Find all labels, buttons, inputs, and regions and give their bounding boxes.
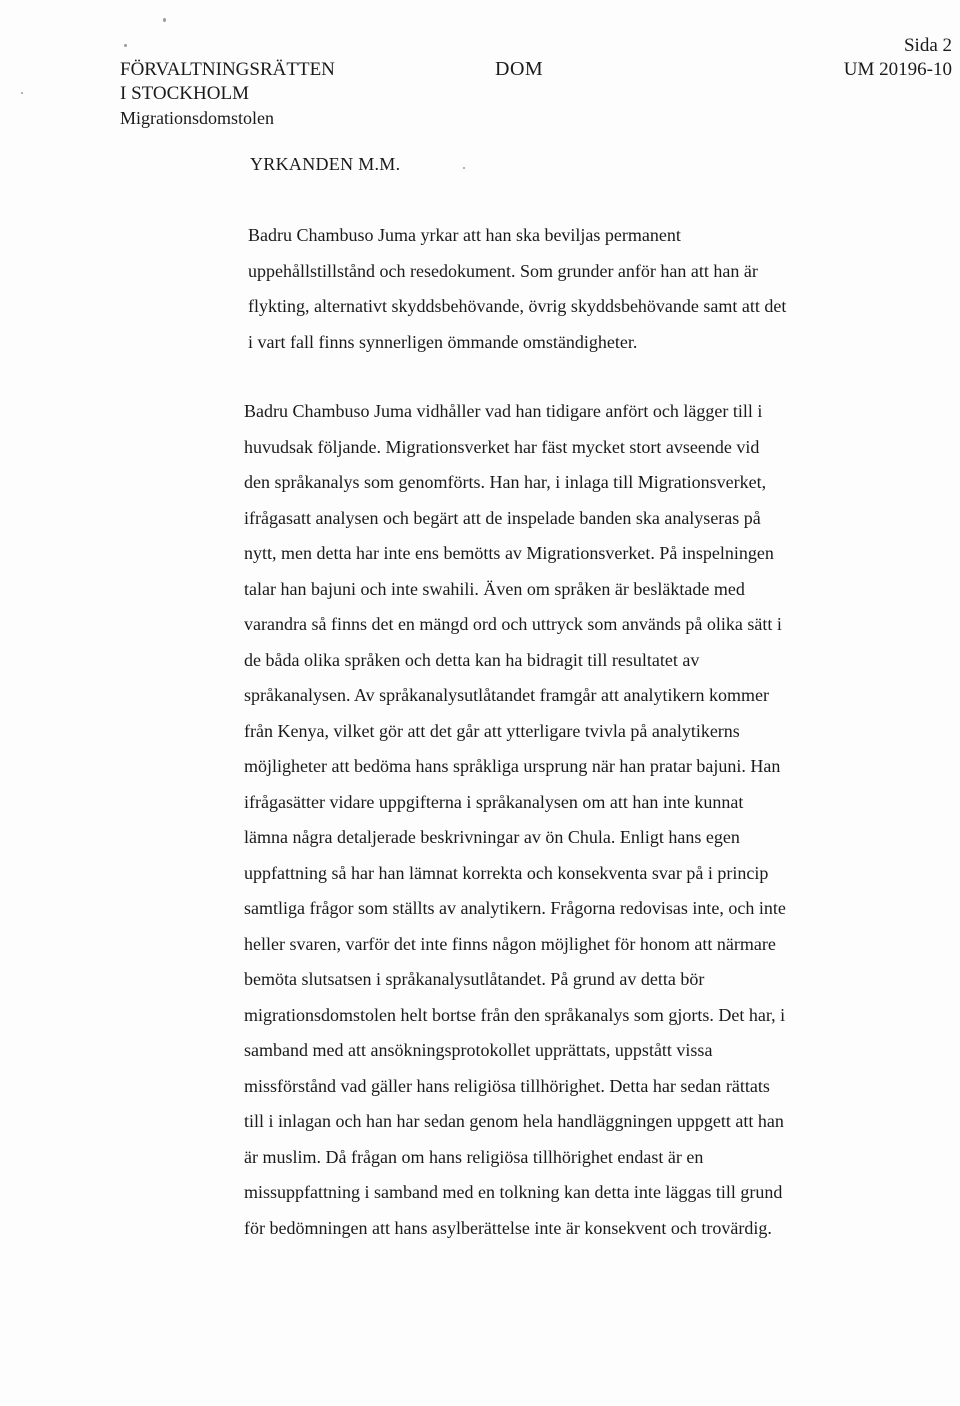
paragraph-line: uppfattning så har han lämnat korrekta och konsekventa svar på i princip [244,862,769,883]
paragraph-line: till i inlagan och han har sedan genom hela handläggningen uppgett att han [244,1111,784,1131]
section-heading: YRKANDEN M.M. [250,154,401,174]
paragraph-line: varandra så finns det en mängd ord och uttryck som används på olika sätt i [244,614,782,634]
paragraph-line: Badru Chambuso Juma vidhåller vad han tidigare anfört och lägger till i [244,401,763,421]
paragraph-line: från Kenya, vilket gör att det går att ytterligare tvivla på analytikerns [244,720,740,741]
paragraph-line: nytt, men detta har inte ens bemötts av Migrationsverket. På inspelningen [244,543,774,563]
page-reference-block [844,34,952,82]
paragraph-line: möjligheter att bedöma hans språkliga ursprung när han pratar bajuni. Han [244,756,781,776]
paragraph-line: Badru Chambuso Juma yrkar att han ska beviljas permanent [248,225,681,245]
court-name-line-1: FÖRVALTNINGSRÄTTEN [120,59,335,80]
paragraph-line: flykting, alternativt skyddsbehövande, övrig skyddsbehövande samt att det [248,296,787,317]
paragraph-line: ifrågasätter vidare uppgifterna i språkanalysen om att han inte kunnat [244,791,744,812]
paragraph-line: uppehållstillstånd och resedokument. Som grunder anför han att han är [248,260,758,281]
paragraph-line: migrationsdomstolen helt bortse från den språkanalys som gjorts. Det har, i [244,1004,786,1025]
paragraph-line: den språkanalys som genomförts. Han har, i inlaga till Migrationsverket, [244,472,767,492]
paragraph-arguments [244,394,862,1246]
paragraph-line: huvudsak följande. Migrationsverket har fäst mycket stort avseende vid [244,436,760,457]
court-division: Migrationsdomstolen [120,108,274,128]
court-name-line-2: I STOCKHOLM [120,83,249,104]
paragraph-line: är muslim. Då frågan om hans religiösa tillhörighet endast är en [244,1146,704,1167]
page-number: Sida 2 [903,35,952,56]
paragraph-line: de båda olika språken och detta kan ha bidragit till resultatet av [244,649,700,670]
paragraph-line: för bedömningen att hans asylberättelse inte är konsekvent och trovärdig. [244,1217,772,1238]
paragraph-line: heller svaren, varför det inte finns någon möjlighet för honom att närmare [244,933,776,954]
document-type: DOM [495,58,544,80]
scan-speck [21,92,23,94]
paragraph-line: i vart fall finns synnerligen ömmande omständigheter. [248,331,638,352]
court-name-block [120,58,335,130]
paragraph-line: ifrågasatt analysen och begärt att de inspelade banden ska analyseras på [244,507,761,528]
paragraph-line: missförstånd vad gäller hans religiösa tillhörighet. Detta har sedan rättats [244,1075,770,1096]
paragraph-line: samtliga frågor som ställts av analytikern. Frågorna redovisas inte, och inte [244,898,786,918]
case-number: UM 20196-10 [843,59,952,80]
paragraph-line: bemöta slutsatsen i språkanalysutlåtandet. På grund av detta bör [244,969,705,989]
paragraph-line: talar han bajuni och inte swahili. Även om språken är besläktade med [244,578,745,599]
scan-speck [463,167,465,169]
paragraph-line: samband med att ansökningsprotokollet upprättats, uppstått vissa [244,1040,713,1060]
paragraph-line: missuppfattning i samband med en tolkning kan detta inte läggas till grund [244,1182,783,1202]
paragraph-line: språkanalysen. Av språkanalysutlåtandet framgår att analytikern kommer [244,685,769,705]
paragraph-claims [248,218,866,360]
scan-speck [124,44,127,47]
scan-speck [163,18,166,22]
paragraph-line: lämna några detaljerade beskrivningar av ön Chula. Enligt hans egen [244,827,740,847]
